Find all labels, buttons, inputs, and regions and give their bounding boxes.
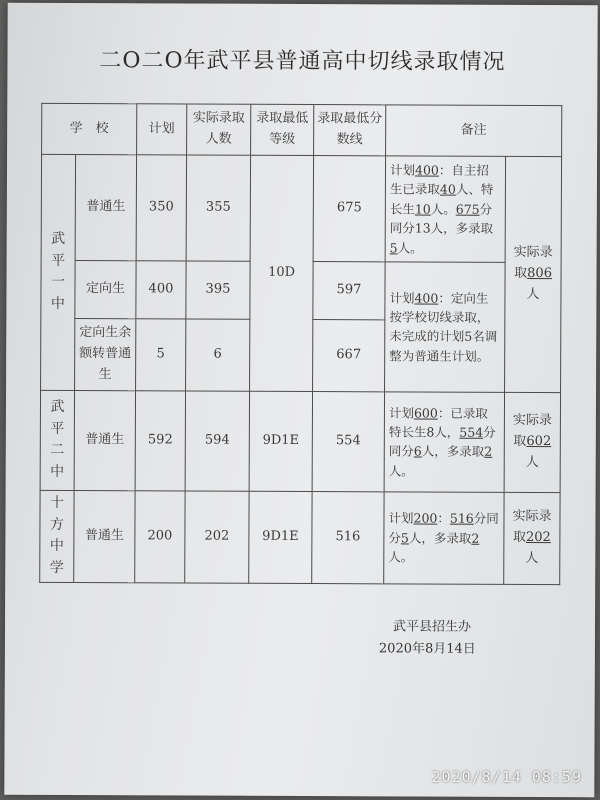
student-type: 普通生 (74, 490, 135, 582)
student-type: 定向生余额转普通生 (75, 318, 136, 390)
note-wuping2: 计划600：已录取特长生8人，554分同分6人，多录取2人。 (384, 392, 504, 493)
min-score-value: 597 (313, 261, 385, 319)
header-min-score: 录取最低分数线 (314, 105, 386, 156)
actual-value: 395 (186, 261, 250, 319)
header-school: 学 校 (42, 103, 137, 154)
actual-value: 594 (185, 391, 249, 491)
admission-table (39, 103, 562, 585)
min-grade-value: 9D1E (249, 491, 312, 583)
note-wuping1-regular: 计划400：自主招生已录取40人、特长生10人。675分同分13人，多录取5人。 (385, 156, 505, 262)
actual-total-wuping2: 实际录取602人 (504, 392, 560, 492)
header-notes: 备注 (386, 105, 562, 157)
header-plan: 计划 (137, 104, 187, 155)
actual-total-shifang: 实际录取202人 (504, 492, 560, 584)
table-row (41, 154, 561, 262)
table-header-row (42, 103, 562, 156)
student-type: 普通生 (74, 390, 135, 490)
issue-date: 2020年8月14日 (378, 641, 476, 657)
header-min-grade: 录取最低等级 (251, 104, 314, 155)
document-paper (4, 3, 597, 798)
plan-value: 592 (135, 391, 185, 491)
table-row (40, 390, 560, 492)
header-actual: 实际录取人数 (187, 104, 251, 155)
plan-value: 400 (136, 261, 186, 319)
school-wuping1: 武平一中 (41, 154, 76, 390)
min-grade-value: 9D1E (249, 391, 312, 491)
document-title: 二O二O年武平县普通高中切线录取情况 (99, 48, 506, 75)
plan-value: 350 (136, 155, 186, 261)
actual-total-wuping1: 实际录取806人 (505, 156, 562, 392)
student-type: 定向生 (75, 260, 136, 318)
actual-value: 6 (186, 319, 250, 391)
document-footer (379, 616, 476, 660)
actual-value: 355 (186, 155, 250, 261)
min-score-value: 675 (313, 156, 385, 262)
note-wuping1-directed: 计划400：定向生按学校切线录取，未完成的计划5名调整为普通生计划。 (385, 262, 506, 393)
min-score-value: 554 (312, 391, 384, 491)
min-score-value: 516 (312, 491, 384, 583)
plan-value: 200 (135, 491, 185, 583)
school-wuping2: 武平二中 (40, 390, 74, 490)
photo-timestamp: 2020/8/14 08:59 (431, 768, 582, 786)
student-type: 普通生 (75, 155, 136, 261)
plan-value: 5 (136, 319, 186, 391)
issuing-office: 武平县招生办 (392, 619, 472, 635)
school-shifang: 十方中学 (40, 490, 74, 582)
note-shifang: 计划200：516分同分5人，多录取2人。 (384, 492, 504, 584)
min-score-value: 667 (313, 319, 385, 391)
table-row (40, 490, 560, 584)
min-grade-value: 10D (250, 155, 314, 391)
actual-value: 202 (185, 491, 249, 583)
